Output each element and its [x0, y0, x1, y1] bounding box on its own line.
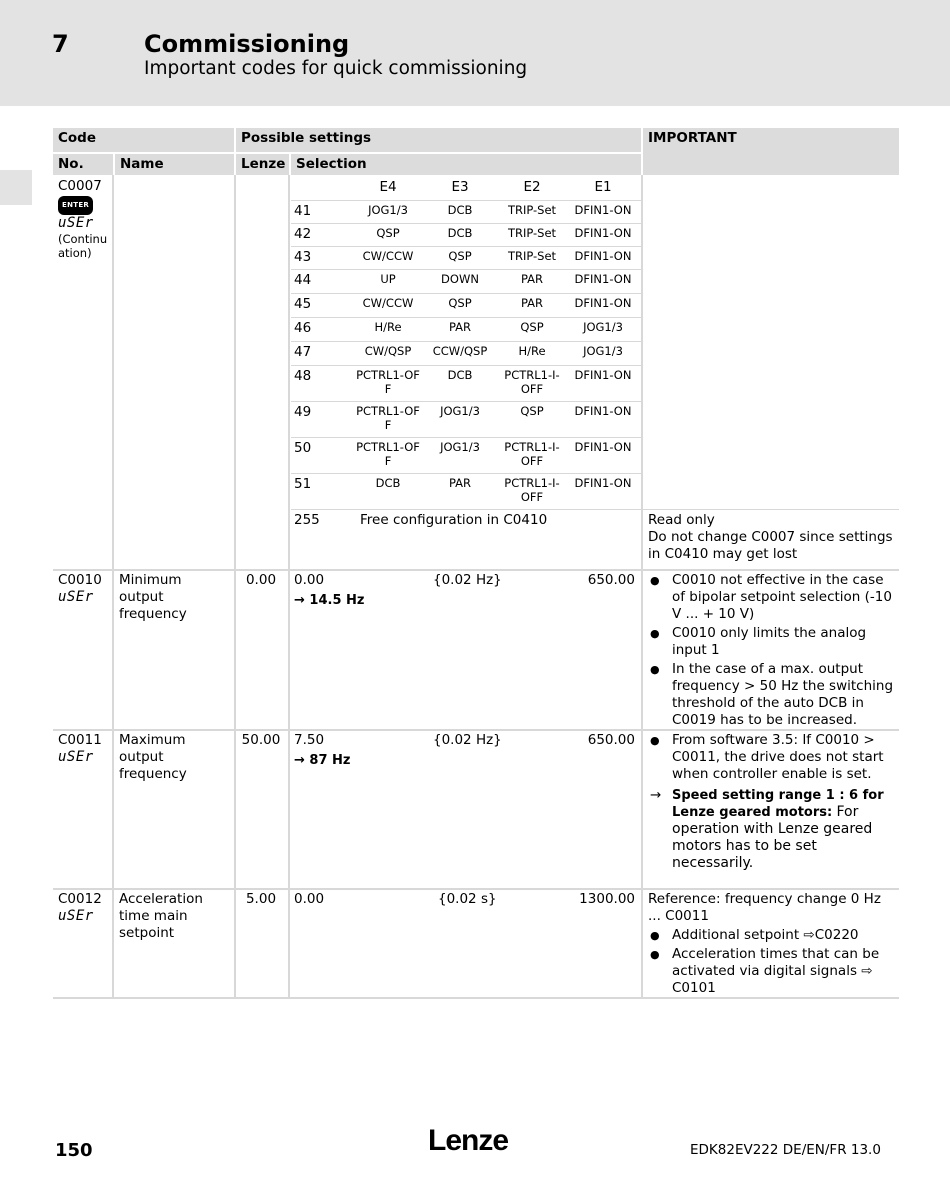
- reference-note: Reference: frequency change 0 Hz ... C0011: [648, 891, 881, 924]
- arrow-right-icon: →: [650, 787, 662, 803]
- selection-e2: PCTRL1-I- OFF: [504, 476, 560, 504]
- selection-e3: JOG1/3: [440, 440, 480, 454]
- selection-header-row: [291, 178, 642, 200]
- selection-row: [291, 201, 642, 224]
- recommended-value: 87 Hz: [309, 753, 351, 768]
- selection-code: 46: [294, 320, 312, 336]
- selection-e1: DFIN1-ON: [574, 203, 632, 217]
- selection-e1: DFIN1-ON: [574, 226, 632, 240]
- code-number: C0010: [58, 572, 102, 588]
- bullet-item: ● Acceleration times that can be activated via digital signals ⇨ C0101: [648, 946, 896, 997]
- row-divider: [291, 509, 899, 510]
- bullet-item: ● C0010 only limits the analog input 1: [648, 625, 896, 659]
- selection-e2: PAR: [520, 272, 544, 286]
- selection-row: [291, 402, 642, 438]
- selection-e2: PCTRL1-I- OFF: [504, 368, 560, 396]
- selection-code: 50: [294, 440, 312, 456]
- selection-e4: CW/CCW: [362, 249, 414, 263]
- selection-e4: PCTRL1-OF F: [356, 440, 420, 468]
- selection-e2: QSP: [520, 320, 544, 334]
- selection-e4: PCTRL1-OF F: [356, 368, 420, 396]
- selection-e4: CW/CCW: [362, 296, 414, 310]
- selection-code: 47: [294, 344, 312, 360]
- selection-e4: QSP: [376, 226, 400, 240]
- selection-e1: JOG1/3: [583, 320, 623, 334]
- code-number: C0011: [58, 732, 102, 748]
- selection-e2: TRIP-Set: [507, 203, 557, 217]
- selection-code: 44: [294, 272, 312, 288]
- selection-row: [291, 247, 642, 270]
- chapter-subtitle: Important codes for quick commissioning: [144, 58, 528, 79]
- chapter-number: 7: [52, 30, 69, 58]
- selection-e3: DCB: [447, 368, 473, 382]
- header-no: No.: [53, 152, 113, 175]
- step-c0011: {0.02 Hz}: [433, 732, 502, 748]
- selection-e1: JOG1/3: [583, 344, 623, 358]
- side-tab-marker: [0, 170, 32, 205]
- bullet-item: ● From software 3.5: If C0010 > C0011, the drive does not start when controller enable is set.: [648, 732, 896, 783]
- chapter-title: Commissioning: [144, 30, 350, 58]
- arrow-c0010: [294, 592, 364, 609]
- c0007-warning: Do not change C0007 since settings in C0410 may get lost: [648, 529, 893, 562]
- bullet-item: ● In the case of a max. output frequency > 50 Hz the switching threshold of the auto DCB in C0019 has to be increased.: [648, 661, 896, 729]
- selection-e2: TRIP-Set: [507, 226, 557, 240]
- selection-row: [291, 318, 642, 342]
- header-important: IMPORTANT: [643, 128, 899, 175]
- selection-code: 43: [294, 249, 312, 265]
- selection-e3: JOG1/3: [440, 404, 480, 418]
- selection-row: [291, 438, 642, 474]
- selection-e3: DCB: [447, 226, 473, 240]
- speed-range-title: Speed setting range 1 : 6 for Lenze geared motors:: [672, 788, 884, 820]
- selection-e3: CCW/QSP: [432, 344, 488, 358]
- user-level-display: uSEr: [58, 908, 94, 924]
- selection-e1: DFIN1-ON: [574, 440, 632, 454]
- header-lenze: Lenze: [236, 152, 289, 175]
- row-divider: [53, 569, 899, 571]
- column-e4: E4: [379, 179, 397, 195]
- selection-e1: DFIN1-ON: [574, 404, 632, 418]
- selection-e3: PAR: [448, 476, 472, 490]
- selection-code: 41: [294, 203, 312, 219]
- selection-e3: QSP: [448, 249, 472, 263]
- selection-code: 49: [294, 404, 312, 420]
- selection-code-255: 255: [294, 512, 320, 528]
- lenze-c0011: 50.00: [241, 732, 281, 748]
- selection-code: 42: [294, 226, 312, 242]
- selection-e4: PCTRL1-OF F: [356, 404, 420, 432]
- max-c0010: 650.00: [587, 572, 635, 588]
- selection-row: [291, 366, 642, 402]
- min-c0011: 7.50: [294, 732, 325, 748]
- arrow-right-icon: →: [294, 753, 310, 768]
- selection-e2: TRIP-Set: [507, 249, 557, 263]
- selection-e2: PCTRL1-I- OFF: [504, 440, 560, 468]
- enter-key-icon: ENTER: [58, 196, 93, 215]
- selection-row: [291, 474, 642, 510]
- code-c0007: [58, 178, 110, 260]
- column-e1: E1: [594, 179, 612, 195]
- name-c0011: Maximum output frequency: [119, 732, 187, 782]
- arrow-c0011: [294, 752, 351, 769]
- selection-code: 45: [294, 296, 312, 312]
- selection-row: [291, 294, 642, 318]
- selection-e4: DCB: [375, 476, 401, 490]
- selection-e3: PAR: [448, 320, 472, 334]
- code-c0011: [58, 732, 102, 766]
- code-number: C0007: [58, 178, 102, 194]
- selection-row: [291, 270, 642, 294]
- page-number: 150: [55, 1140, 93, 1161]
- max-c0011: 650.00: [587, 732, 635, 748]
- max-c0012: 1300.00: [579, 891, 635, 907]
- selection-e2: QSP: [520, 404, 544, 418]
- code-number: C0012: [58, 891, 102, 907]
- selection-e2: H/Re: [518, 344, 546, 358]
- selection-code: 48: [294, 368, 312, 384]
- selection-e1: DFIN1-ON: [574, 476, 632, 490]
- step-c0012: {0.02 s}: [438, 891, 497, 907]
- selection-e1: DFIN1-ON: [574, 368, 632, 382]
- name-c0012: Acceleration time main setpoint: [119, 891, 203, 941]
- bullet-item: ● Additional setpoint ⇨C0220: [648, 927, 896, 944]
- header-selection: Selection: [289, 152, 641, 175]
- code-c0012: [58, 891, 102, 925]
- selection-code: 51: [294, 476, 312, 492]
- min-c0012: 0.00: [294, 891, 325, 907]
- header-code: Code: [53, 128, 234, 152]
- selection-e1: DFIN1-ON: [574, 272, 632, 286]
- user-level-display: uSEr: [58, 589, 94, 605]
- selection-e4: H/Re: [374, 320, 402, 334]
- selection-e1: DFIN1-ON: [574, 296, 632, 310]
- recommended-value: 14.5 Hz: [309, 593, 365, 608]
- arrow-right-icon: →: [294, 593, 310, 608]
- table-bottom-border: [53, 997, 899, 999]
- user-level-display: uSEr: [58, 749, 94, 765]
- lenze-logo: Lenze: [428, 1124, 509, 1157]
- selection-e3: QSP: [448, 296, 472, 310]
- selection-e1: DFIN1-ON: [574, 249, 632, 263]
- bullet-item: ● C0010 not effective in the case of bipolar setpoint selection (-10 V ... + 10 V): [648, 572, 896, 623]
- grid-line: [112, 175, 114, 999]
- speed-range-text: For operation with Lenze geared motors has to be set necessarily.: [672, 804, 873, 871]
- header-possible-settings: Possible settings: [236, 128, 641, 152]
- selection-row: [291, 342, 642, 366]
- header-name: Name: [113, 152, 234, 175]
- selection-e4: UP: [380, 272, 396, 286]
- selection-row: [291, 224, 642, 247]
- name-c0010: Minimum output frequency: [119, 572, 187, 622]
- read-only-note: Read only: [648, 512, 715, 528]
- column-e2: E2: [523, 179, 541, 195]
- column-e3: E3: [451, 179, 469, 195]
- step-c0010: {0.02 Hz}: [433, 572, 502, 588]
- speed-range-note: [648, 787, 896, 872]
- row-divider: [53, 729, 899, 731]
- selection-e4: CW/QSP: [364, 344, 412, 358]
- code-c0010: [58, 572, 102, 606]
- lenze-c0010: 0.00: [245, 572, 277, 588]
- lenze-c0012: 5.00: [245, 891, 277, 907]
- document-id: EDK82EV222 DE/EN/FR 13.0: [690, 1142, 881, 1158]
- free-configuration-text: Free configuration in C0410: [360, 512, 548, 528]
- selection-e3: DOWN: [441, 272, 479, 286]
- row-divider: [53, 888, 899, 890]
- selection-e2: PAR: [520, 296, 544, 310]
- continuation-note: (Continu ation): [58, 232, 108, 260]
- selection-e4: JOG1/3: [368, 203, 408, 217]
- important-c0010: [648, 572, 896, 729]
- important-c0011: [648, 732, 896, 872]
- user-level-display: uSEr: [58, 215, 94, 231]
- page-header: [0, 0, 950, 106]
- grid-line: [288, 175, 290, 999]
- min-c0010: 0.00: [294, 572, 325, 588]
- important-c0007: [648, 512, 896, 563]
- selection-e3: DCB: [447, 203, 473, 217]
- important-c0012: [648, 891, 896, 997]
